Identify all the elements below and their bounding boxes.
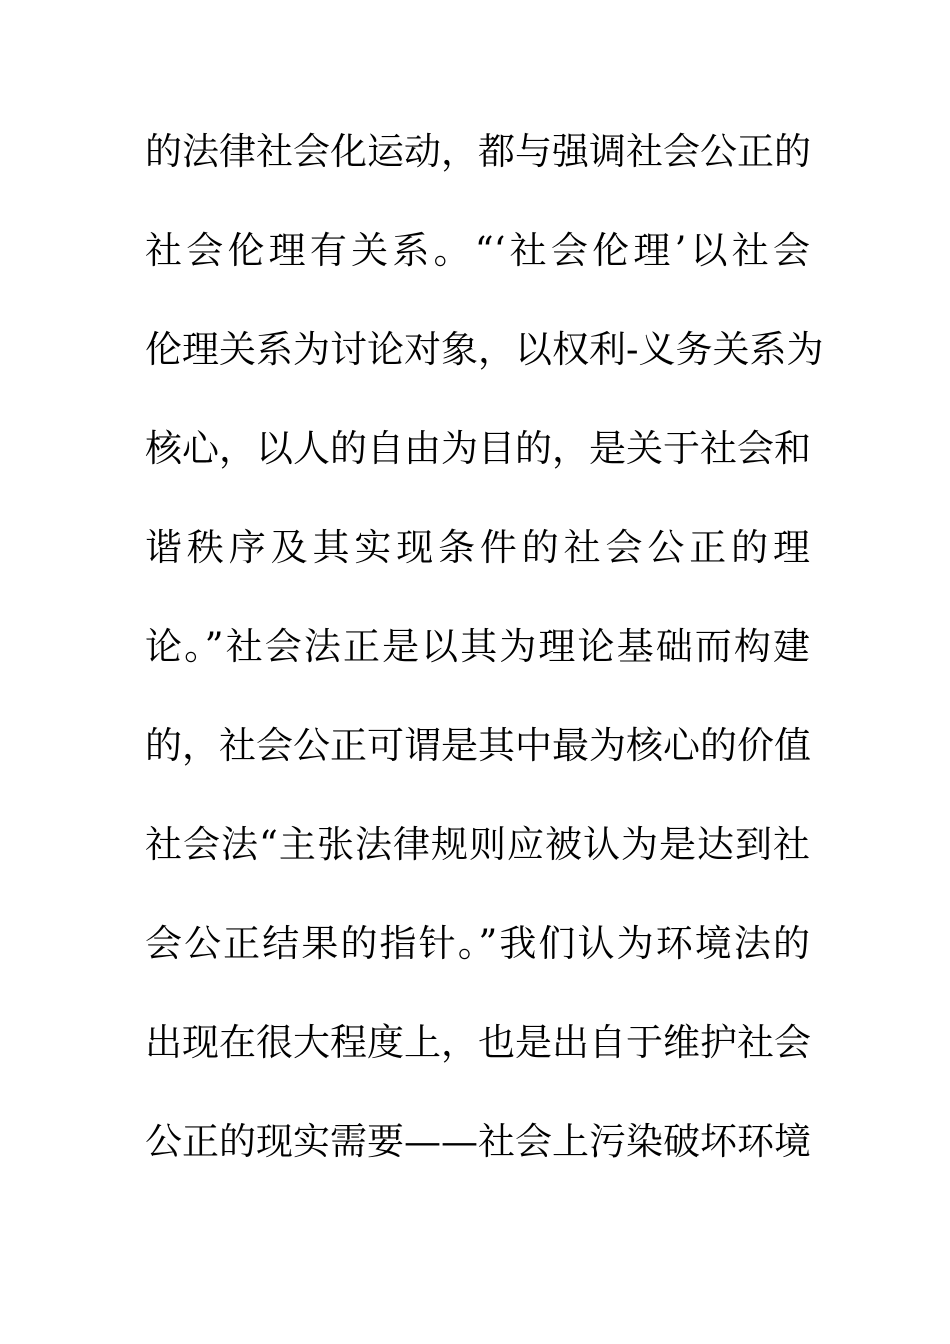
text-line-1: 的法律社会化运动，都与强调社会公正的 (145, 130, 811, 173)
text-line-4: 核心，以人的自由为目的，是关于社会和 (145, 427, 811, 470)
body-text (145, 122, 824, 1211)
text-line-9: 会公正结果的指针。”我们认为环境法的 (145, 922, 810, 965)
text-line-5: 谐秩序及其实现条件的社会公正的理 (145, 526, 810, 569)
text-line-11: 公正的现实需要——社会上污染破坏环境 (145, 1120, 811, 1163)
text-line-10: 出现在很大程度上，也是出自于维护社会 (145, 1021, 811, 1064)
text-line-3: 伦理关系为讨论对象，以权利-义务关系为 (145, 328, 824, 371)
text-line-2: 社会伦理有关系。“‘社会伦理’以社会 (145, 229, 810, 272)
text-line-6: 论。”社会法正是以其为理论基础而构建 (145, 625, 810, 668)
text-line-8: 社会法“主张法律规则应被认为是达到社 (145, 823, 810, 866)
text-line-7: 的，社会公正可谓是其中最为核心的价值 (145, 724, 811, 767)
